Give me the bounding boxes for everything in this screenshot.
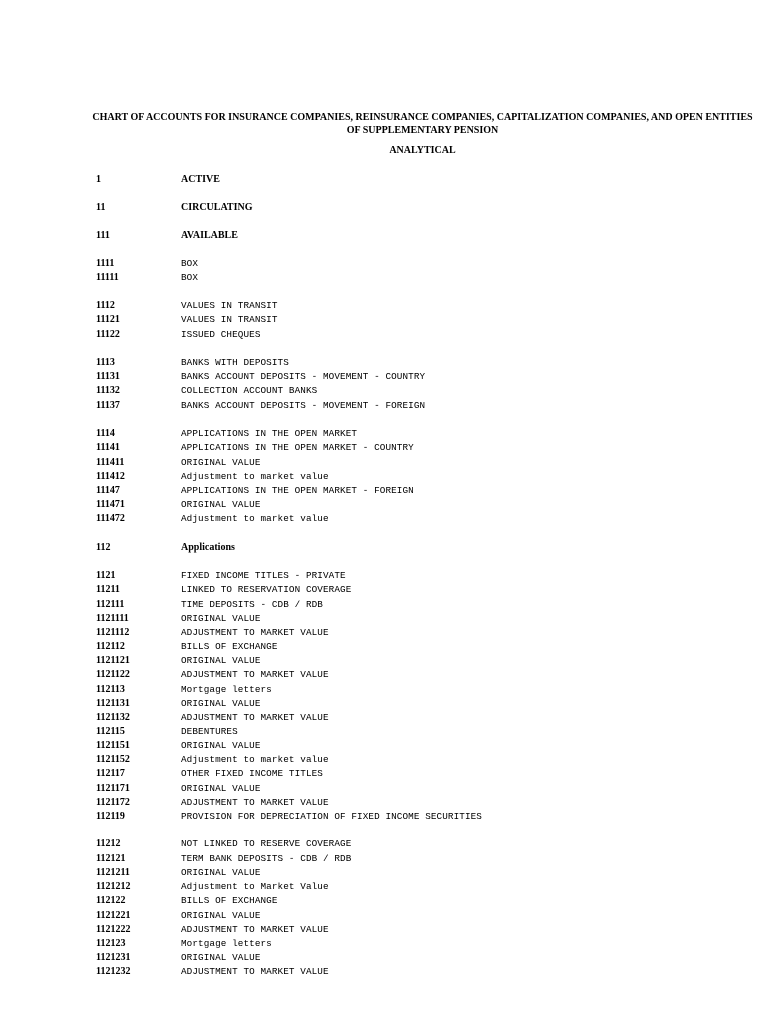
account-description: AVAILABLE	[181, 230, 238, 241]
account-description: TIME DEPOSITS - CDB / RDB	[181, 599, 323, 610]
account-code: 11141	[96, 442, 120, 453]
account-description: Adjustment to Market Value	[181, 881, 329, 892]
account-code: 11	[96, 202, 106, 213]
account-code: 111412	[96, 471, 125, 482]
account-code: 112117	[96, 768, 125, 779]
account-description: ORIGINAL VALUE	[181, 867, 261, 878]
account-description: CIRCULATING	[181, 202, 253, 213]
account-code: 1121221	[96, 910, 131, 921]
account-description: TERM BANK DEPOSITS - CDB / RDB	[181, 853, 352, 864]
account-code: 112123	[96, 938, 126, 949]
account-code: 11147	[96, 485, 120, 496]
account-description: COLLECTION ACCOUNT BANKS	[181, 385, 318, 396]
account-description: FIXED INCOME TITLES - PRIVATE	[181, 570, 346, 581]
account-code: 1121152	[96, 754, 130, 765]
account-description: DEBENTURES	[181, 726, 238, 737]
account-description: ISSUED CHEQUES	[181, 329, 261, 340]
account-code: 111	[96, 230, 110, 241]
account-description: ORIGINAL VALUE	[181, 783, 261, 794]
account-description: ORIGINAL VALUE	[181, 613, 261, 624]
account-code: 112113	[96, 684, 125, 695]
account-description: VALUES IN TRANSIT	[181, 314, 278, 325]
account-description: PROVISION FOR DEPRECIATION OF FIXED INCOME SECURITIES	[181, 811, 482, 822]
account-description: ORIGINAL VALUE	[181, 655, 261, 666]
account-description: ADJUSTMENT TO MARKET VALUE	[181, 669, 329, 680]
account-description: ORIGINAL VALUE	[181, 499, 261, 510]
account-description: NOT LINKED TO RESERVE COVERAGE	[181, 838, 352, 849]
account-description: BANKS ACCOUNT DEPOSITS - MOVEMENT - FOREIGN	[181, 400, 426, 411]
account-code: 1121112	[96, 627, 130, 638]
account-description: BILLS OF EXCHANGE	[181, 895, 278, 906]
account-description: LINKED TO RESERVATION COVERAGE	[181, 584, 352, 595]
account-code: 112122	[96, 895, 126, 906]
account-description: ORIGINAL VALUE	[181, 698, 261, 709]
account-description: ORIGINAL VALUE	[181, 910, 261, 921]
account-code: 11132	[96, 385, 120, 396]
account-description: ADJUSTMENT TO MARKET VALUE	[181, 966, 329, 977]
account-code: 11111	[96, 272, 119, 283]
account-code: 1121212	[96, 881, 131, 892]
account-code: 11137	[96, 400, 120, 411]
account-description: ADJUSTMENT TO MARKET VALUE	[181, 627, 329, 638]
account-code: 1121222	[96, 924, 131, 935]
account-code: 11121	[96, 314, 120, 325]
account-code: 1114	[96, 428, 115, 439]
account-description: Adjustment to market value	[181, 513, 329, 524]
document-title: CHART OF ACCOUNTS FOR INSURANCE COMPANIES, REINSURANCE COMPANIES, CAPITALIZATION COMPANIES, AND OPEN ENTITIES OF SUPPLEMENTARY PENSION	[92, 112, 753, 136]
account-code: 111472	[96, 513, 125, 524]
account-code: 112121	[96, 853, 126, 864]
account-code: 112111	[96, 599, 125, 610]
account-code: 11211	[96, 584, 120, 595]
account-description: Adjustment to market value	[181, 754, 329, 765]
account-code: 11212	[96, 838, 121, 849]
account-code: 11131	[96, 371, 120, 382]
account-code: 1112	[96, 300, 115, 311]
account-description: ADJUSTMENT TO MARKET VALUE	[181, 797, 329, 808]
account-description: Mortgage letters	[181, 684, 272, 695]
account-description: BANKS WITH DEPOSITS	[181, 357, 289, 368]
account-description: APPLICATIONS IN THE OPEN MARKET - COUNTRY	[181, 442, 414, 453]
account-description: VALUES IN TRANSIT	[181, 300, 278, 311]
account-code: 1121	[96, 570, 116, 581]
account-description: ADJUSTMENT TO MARKET VALUE	[181, 924, 329, 935]
document-subtitle: ANALYTICAL	[389, 145, 456, 156]
account-description: ACTIVE	[181, 174, 220, 185]
account-description: APPLICATIONS IN THE OPEN MARKET	[181, 428, 358, 439]
account-code: 111411	[96, 457, 125, 468]
account-code: 1121211	[96, 867, 130, 878]
account-description: BOX	[181, 258, 199, 269]
account-description: ORIGINAL VALUE	[181, 457, 261, 468]
account-description: OTHER FIXED INCOME TITLES	[181, 768, 323, 779]
account-description: ORIGINAL VALUE	[181, 740, 261, 751]
account-description: BILLS OF EXCHANGE	[181, 641, 278, 652]
account-code: 1111	[96, 258, 115, 269]
account-code: 1121121	[96, 655, 130, 666]
account-code: 112	[96, 542, 111, 553]
account-description: BOX	[181, 272, 199, 283]
account-code: 1121131	[96, 698, 130, 709]
account-code: 111471	[96, 499, 125, 510]
account-code: 1	[96, 174, 101, 185]
account-code: 1113	[96, 357, 115, 368]
account-code: 112112	[96, 641, 125, 652]
account-description: Adjustment to market value	[181, 471, 329, 482]
account-code: 1121231	[96, 952, 131, 963]
account-description: ORIGINAL VALUE	[181, 952, 261, 963]
account-code: 1121232	[96, 966, 131, 977]
account-code: 112119	[96, 811, 125, 822]
account-description: ADJUSTMENT TO MARKET VALUE	[181, 712, 329, 723]
account-description: Applications	[181, 542, 235, 553]
account-code: 1121132	[96, 712, 130, 723]
account-code: 1121111	[96, 613, 129, 624]
account-description: BANKS ACCOUNT DEPOSITS - MOVEMENT - COUNTRY	[181, 371, 426, 382]
account-description: Mortgage letters	[181, 938, 272, 949]
account-code: 112115	[96, 726, 125, 737]
account-code: 1121151	[96, 740, 130, 751]
account-code: 1121172	[96, 797, 130, 808]
account-code: 1121122	[96, 669, 130, 680]
account-code: 1121171	[96, 783, 130, 794]
account-code: 11122	[96, 329, 120, 340]
account-description: APPLICATIONS IN THE OPEN MARKET - FOREIGN	[181, 485, 414, 496]
